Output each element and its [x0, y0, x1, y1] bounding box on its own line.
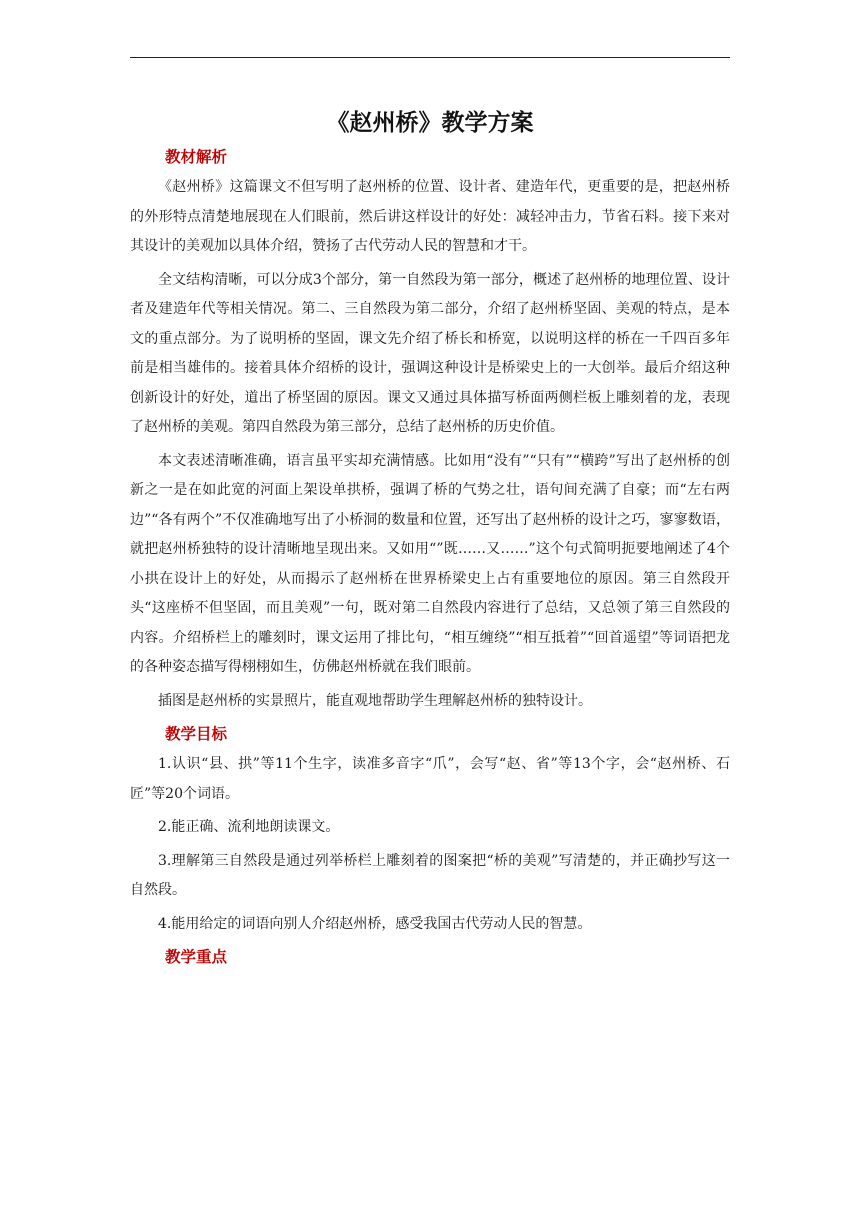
section-heading-teaching-goals: 教学目标	[165, 725, 228, 743]
paragraph: 《赵州桥》这篇课文不但写明了赵州桥的位置、设计者、建造年代，更重要的是，把赵州桥的外形特点清楚地展现在人们眼前，然后讲这样设计的好处：减轻冲击力，节省石料。接下来对其设计的美观加以具体介绍，赞扬了古代劳动人民的智慧和才干。	[130, 179, 730, 254]
section-heading-textbook-analysis: 教材解析	[165, 148, 228, 166]
list-item: 3.理解第三自然段是通过列举桥栏上雕刻着的图案把“桥的美观”写清楚的，并正确抄写这一自然段。	[130, 852, 730, 898]
paragraph: 本文表述清晰准确，语言虽平实却充满情感。比如用“没有”“只有”“横跨”写出了赵州桥的创新之一是在如此宽的河面上架设单拱桥，强调了桥的气势之壮，语句间充满了自豪；而“左右两边”“各有两个”不仅准确地写出了小桥洞的数量和位置，还写出了赵州桥的设计之巧，寥寥数语，就把赵州桥独特的设计清晰地呈现出来。又如用“”既……又……”这个句式简明扼要地阐述了4个小拱在设计上的好处，从而揭示了赵州桥在世界桥梁史上占有重要地位的原因。第三自然段开头“这座桥不但坚固，而且美观”一句，既对第二自然段内容进行了总结，又总领了第三自然段的内容。介绍桥栏上的雕刻时，课文运用了排比句，“相互缠绕”“相互抵着”“回首遥望”等词语把龙的各种姿态描写得栩栩如生，仿佛赵州桥就在我们眼前。	[130, 452, 730, 675]
document-title: 《赵州桥》教学方案	[326, 110, 534, 136]
paragraph: 插图是赵州桥的实景照片，能直观地帮助学生理解赵州桥的独特设计。	[158, 692, 592, 709]
list-item: 4.能用给定的词语向别人介绍赵州桥，感受我国古代劳动人民的智慧。	[158, 915, 592, 932]
list-item: 1.认识“县、拱”等11个生字，读准多音字“爪”，会写“赵、省”等13个字，会“赵州桥、石匠”等20个词语。	[130, 756, 730, 802]
paragraph: 全文结构清晰，可以分成3个部分，第一自然段为第一部分，概述了赵州桥的地理位置、设计者及建造年代等相关情况。第二、三自然段为第二部分，介绍了赵州桥坚固、美观的特点，是本文的重点部分。为了说明桥的坚固，课文先介绍了桥长和桥宽，以说明这样的桥在一千四百多年前是相当雄伟的。接着具体介绍桥的设计，强调这种设计是桥梁史上的一大创举。最后介绍这种创新设计的好处，道出了桥坚固的原因。课文又通过具体描写桥面两侧栏板上雕刻着的龙，表现了赵州桥的美观。第四自然段为第三部分，总结了赵州桥的历史价值。	[130, 271, 730, 435]
section-heading-teaching-focus: 教学重点	[165, 948, 228, 966]
document-body	[130, 106, 730, 973]
list-item: 2.能正确、流利地朗读课文。	[158, 819, 340, 835]
header-rule	[130, 57, 730, 58]
